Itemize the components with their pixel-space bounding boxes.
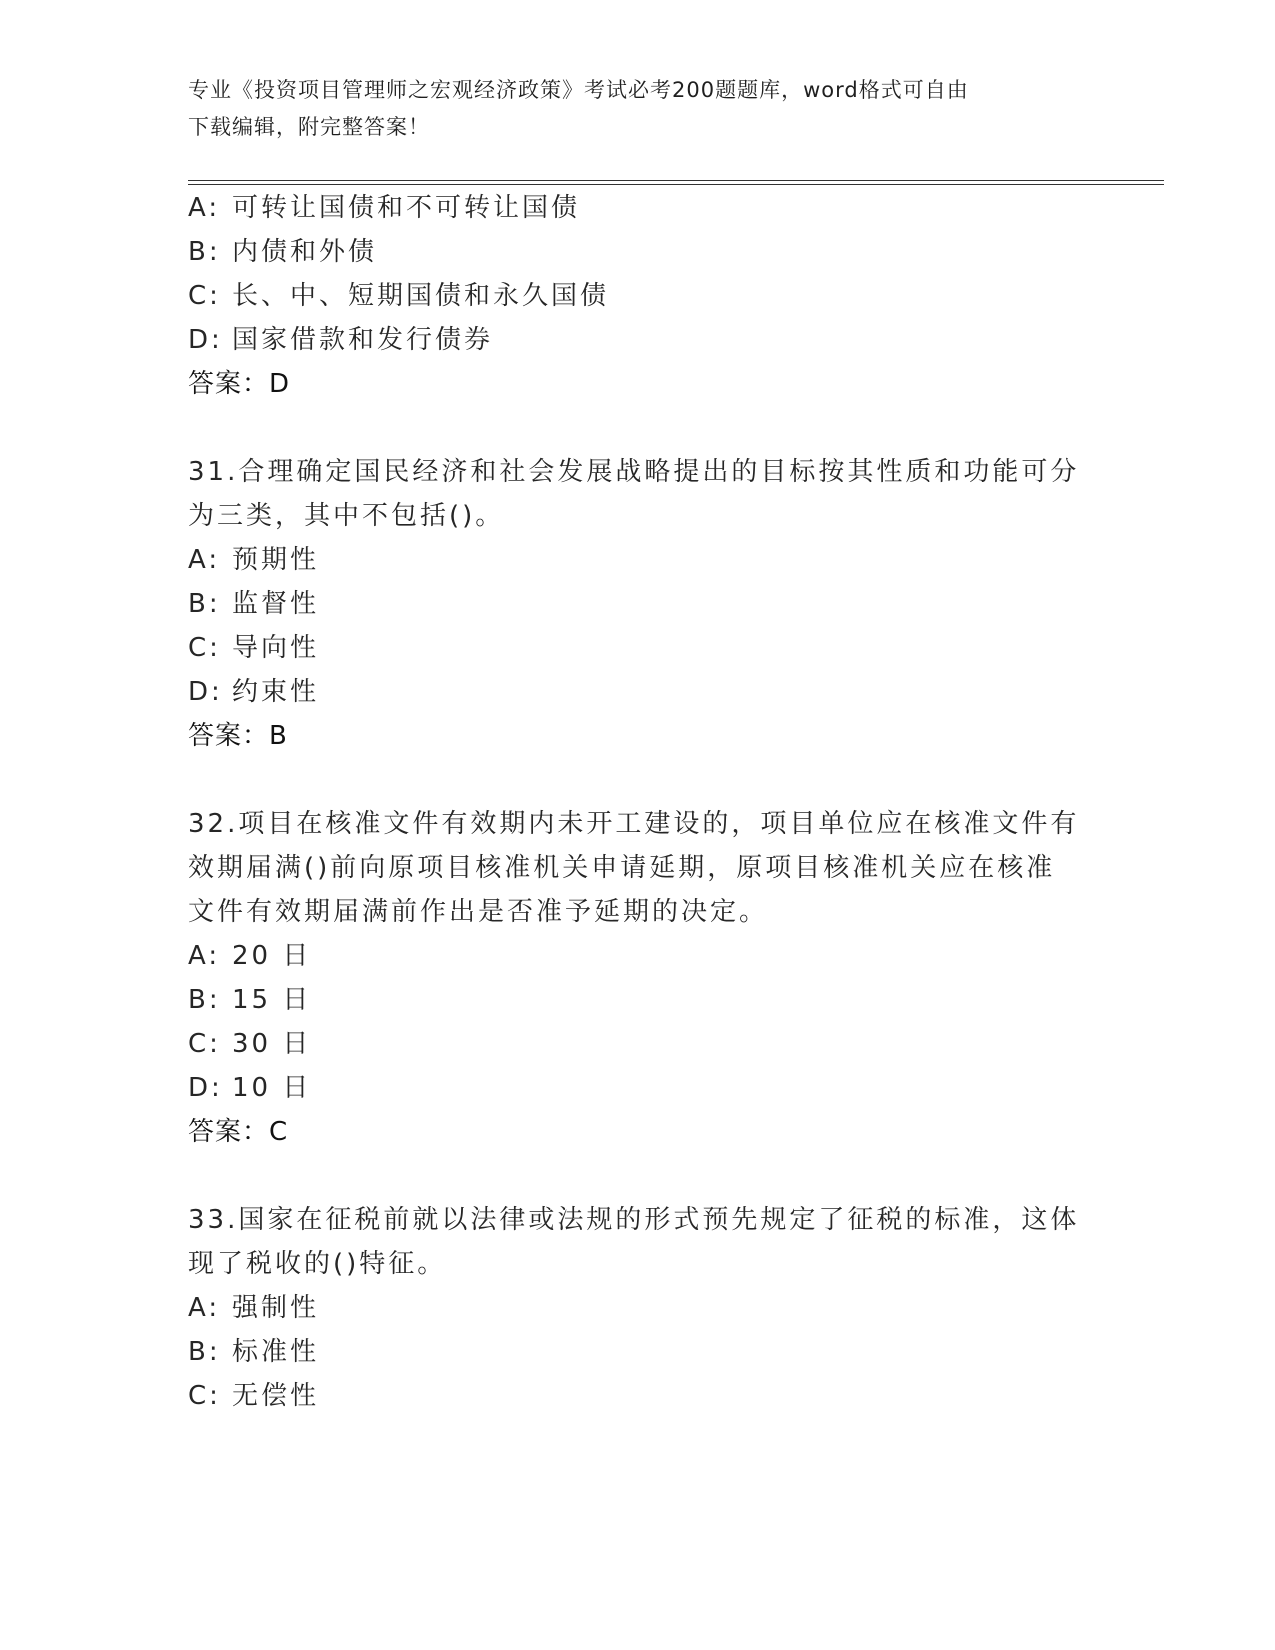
- option-a: A: 强制性: [188, 1293, 320, 1323]
- question-32-line-2: 效期届满()前向原项目核准机关申请延期，原项目核准机关应在核准: [188, 853, 1056, 883]
- document-header: [188, 72, 1088, 146]
- question-32-line-3: 文件有效期届满前作出是否准予延期的决定。: [188, 897, 769, 927]
- header-line-2: 下载编辑，附完整答案！: [188, 115, 430, 139]
- option-c: C: 长、中、短期国债和永久国债: [188, 281, 610, 311]
- option-c: C: 无偿性: [188, 1381, 320, 1411]
- option-b: B: 15 日: [188, 985, 312, 1015]
- question-32-line-1: 32.项目在核准文件有效期内未开工建设的，项目单位应在核准文件有: [188, 809, 1080, 839]
- option-d: D: 10 日: [188, 1073, 312, 1103]
- question-31-line-1: 31.合理确定国民经济和社会发展战略提出的目标按其性质和功能可分: [188, 457, 1080, 487]
- option-b: B: 标准性: [188, 1337, 320, 1367]
- answer-label: 答案：D: [188, 369, 291, 399]
- option-c: C: 30 日: [188, 1029, 312, 1059]
- option-c: C: 导向性: [188, 633, 320, 663]
- option-d: D: 约束性: [188, 677, 320, 707]
- option-b: B: 监督性: [188, 589, 320, 619]
- answer-label: 答案：B: [188, 721, 288, 751]
- option-d: D: 国家借款和发行债券: [188, 325, 494, 355]
- option-a: A: 预期性: [188, 545, 320, 575]
- header-divider-top: [188, 180, 1164, 181]
- option-a: A: 可转让国债和不可转让国债: [188, 193, 581, 223]
- option-b: B: 内债和外债: [188, 237, 378, 267]
- question-33-line-2: 现了税收的()特征。: [188, 1249, 447, 1279]
- header-divider-bottom: [188, 184, 1164, 185]
- option-a: A: 20 日: [188, 941, 312, 971]
- question-31-line-2: 为三类，其中不包括()。: [188, 501, 505, 531]
- answer-label: 答案：C: [188, 1117, 289, 1147]
- question-33-line-1: 33.国家在征税前就以法律或法规的形式预先规定了征税的标准，这体: [188, 1205, 1080, 1235]
- header-line-1: 专业《投资项目管理师之宏观经济政策》考试必考200题题库，word格式可自由: [188, 78, 969, 102]
